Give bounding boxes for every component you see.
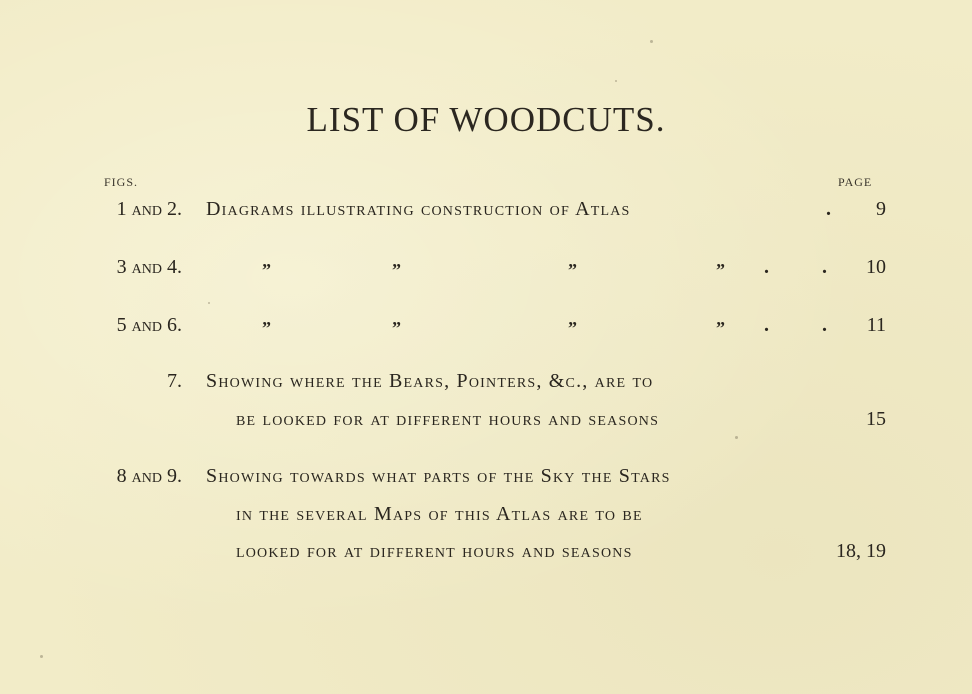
paper-speck <box>40 655 43 658</box>
entry-description-continued: be looked for at different hours and seasons <box>236 408 660 430</box>
figure-numbers: 5 and 6. <box>116 314 182 336</box>
page-number: 18, 19 <box>836 540 886 562</box>
dot-leader: . . <box>764 314 827 336</box>
figure-numbers: 1 and 2. <box>116 198 182 220</box>
entry-description-continued: looked for at different hours and seasons <box>236 540 633 562</box>
page-number: 11 <box>866 314 886 336</box>
figure-numbers: 7. <box>167 370 182 392</box>
figs-column-header: FIGS. <box>104 175 139 189</box>
ditto-mark: ” <box>716 318 725 338</box>
paper-speck <box>735 436 738 439</box>
page-number: 9 <box>876 198 886 220</box>
paper-speck <box>650 40 653 43</box>
figure-numbers: 3 and 4. <box>116 256 182 278</box>
entry-description: Diagrams illustrating construction of Atlas <box>206 198 631 220</box>
ditto-mark: ” <box>392 260 401 280</box>
page-number: 15 <box>866 408 886 430</box>
paper-speck <box>208 302 210 304</box>
paper-speck <box>615 80 617 82</box>
ditto-mark: ” <box>262 318 271 338</box>
ditto-mark: ” <box>392 318 401 338</box>
dot-leader: . <box>826 198 831 220</box>
entry-description-continued: in the several Maps of this Atlas are to be <box>236 503 643 525</box>
ditto-mark: ” <box>262 260 271 280</box>
page-column-header: PAGE <box>838 175 873 189</box>
entry-description: Showing where the Bears, Pointers, &c., are to <box>206 370 654 392</box>
ditto-mark: ” <box>568 260 577 280</box>
page-title: LIST OF WOODCUTS. <box>306 100 666 139</box>
ditto-mark: ” <box>568 318 577 338</box>
dot-leader: . . <box>764 256 827 278</box>
page-number: 10 <box>866 256 886 278</box>
ditto-mark: ” <box>716 260 725 280</box>
figure-numbers: 8 and 9. <box>116 465 182 487</box>
entry-description: Showing towards what parts of the Sky the Stars <box>206 465 671 487</box>
